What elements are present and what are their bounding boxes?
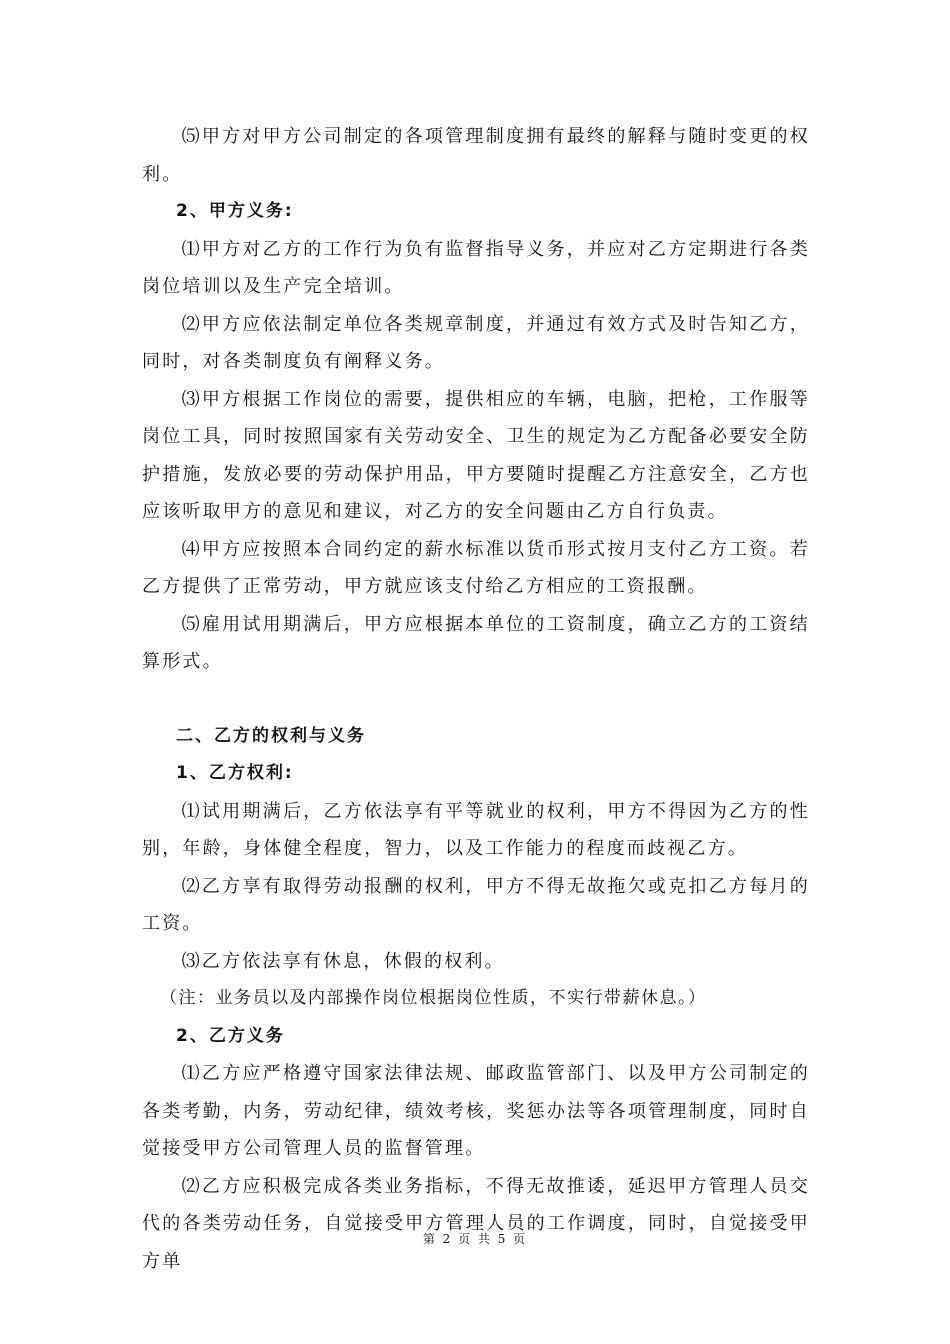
heading-yi-duties: 2、乙方义务: [176, 1025, 285, 1046]
heading-yi-rights: 1、乙方权利:: [176, 763, 294, 783]
clause-jia-duty-3: ⑶甲方根据工作岗位的需要，提供相应的车辆，电脑，把枪，工作服等岗位工具，同时按照国家有关劳动安全、卫生的规定为乙方配备必要安全防护措施，发放必要的劳动保护用品，甲方要随时提醒乙方注意安全，乙方也应该听取甲方的意见和建议，对乙方的安全问题由乙方自行负责。: [142, 388, 810, 522]
clause-yi-duty-1: ⑴乙方应严格遵守国家法律法规、邮政监管部门、以及甲方公司制定的各类考勤，内务，劳动纪律，绩效考核，奖惩办法等各项管理制度，同时自觉接受甲方公司管理人员的监督管理。: [142, 1063, 810, 1159]
clause-jia-duty-2: ⑵甲方应依法制定单位各类规章制度，并通过有效方式及时告知乙方，同时，对各类制度负有阐释义务。: [142, 313, 810, 372]
clause-jia-duty-4: ⑷甲方应按照本合同约定的薪水标准以货币形式按月支付乙方工资。若乙方提供了正常劳动，甲方就应该支付给乙方相应的工资报酬。: [142, 538, 810, 597]
clause-jia-right-5: ⑸甲方对甲方公司制定的各项管理制度拥有最终的解释与随时变更的权利。: [142, 126, 810, 185]
page-number-footer: 第 2 页 共 5 页: [422, 1232, 528, 1246]
section-spacer: [142, 681, 810, 718]
clause-yi-right-3: ⑶乙方依法享有休息，休假的权利。: [181, 950, 505, 972]
clause-yi-duty-2: ⑵乙方应积极完成各类业务指标，不得无故推诿，延迟甲方管理人员交代的各类劳动任务，自觉接受甲方管理人员的工作调度，同时，自觉接受甲方单: [142, 1175, 810, 1272]
clause-yi-right-1: ⑴试用期满后，乙方依法享有平等就业的权利，甲方不得因为乙方的性别，年龄，身体健全程度，智力，以及工作能力的程度而歧视乙方。: [142, 800, 810, 859]
clause-jia-duty-1: ⑴甲方对乙方的工作行为负有监督指导义务，并应对乙方定期进行各类岗位培训以及生产完全培训。: [142, 238, 810, 297]
heading-jia-duties: 2、甲方义务:: [176, 201, 294, 221]
note-text: （注：业务员以及内部操作岗位根据岗位性质，不实行带薪休息。）: [160, 988, 707, 1008]
heading-section-2: 二、乙方的权利与义务: [176, 725, 366, 746]
clause-jia-duty-5: ⑸雇用试用期满后，甲方应根据本单位的工资制度，确立乙方的工资结算形式。: [142, 613, 810, 672]
document-body: [142, 118, 810, 1280]
clause-yi-right-2: ⑵乙方享有取得劳动报酬的权利，甲方不得无故拖欠或克扣乙方每月的工资。: [142, 875, 810, 934]
